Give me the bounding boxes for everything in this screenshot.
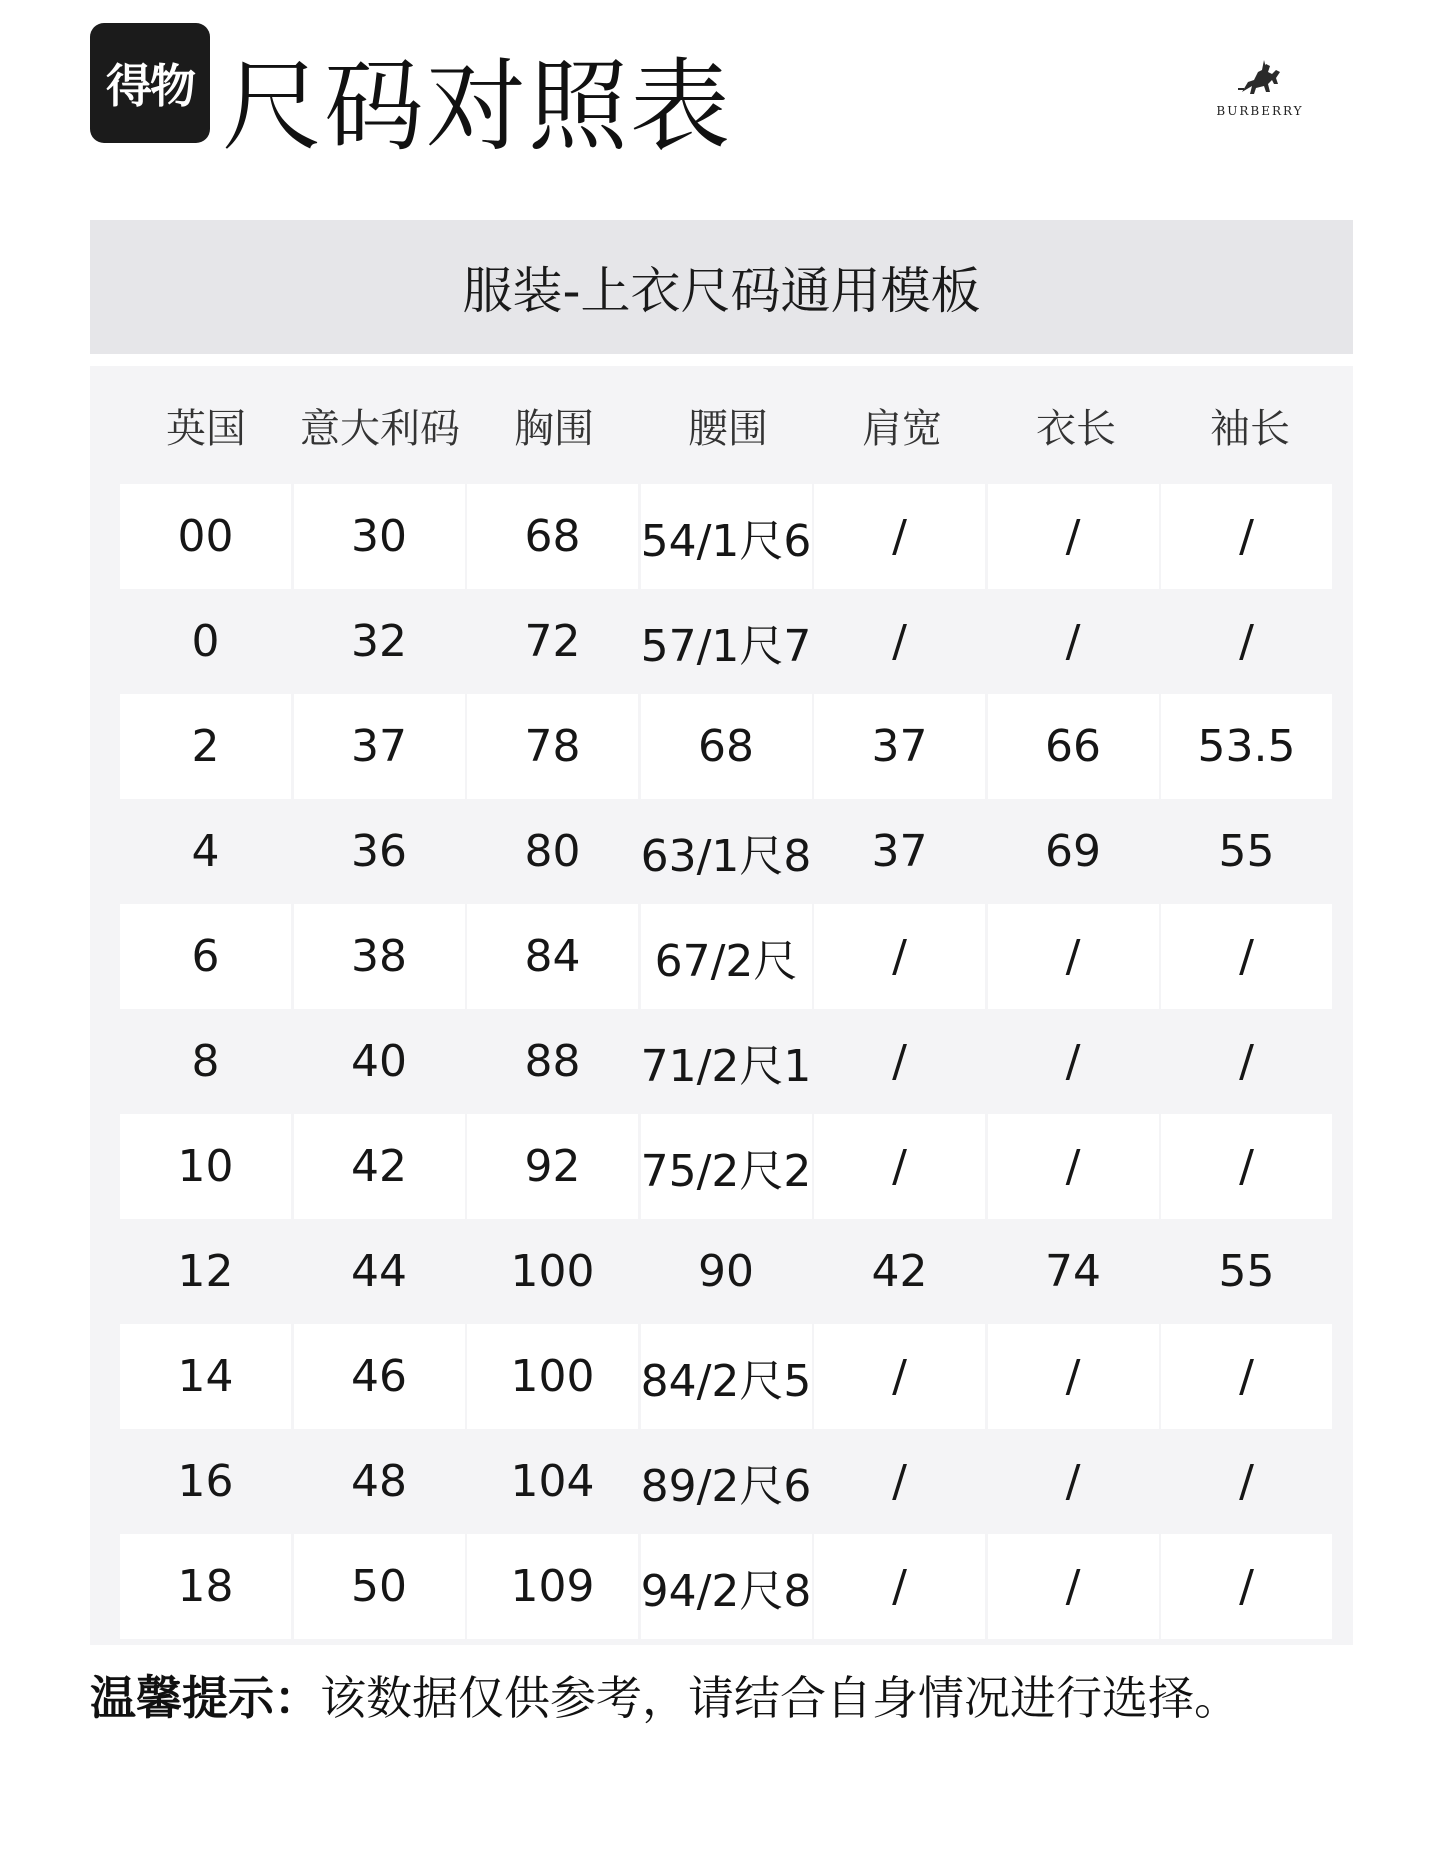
table-cell: 63/1尺8 bbox=[641, 799, 812, 904]
table-cell: 6 bbox=[120, 904, 291, 1009]
column-header: 袖长 bbox=[1210, 405, 1290, 452]
table-cell: 94/2尺8 bbox=[641, 1534, 812, 1639]
table-row bbox=[120, 799, 1320, 904]
table-cell: 66 bbox=[988, 694, 1159, 799]
table-cell: / bbox=[1161, 1324, 1332, 1429]
page-title: 尺码对照表 bbox=[222, 48, 732, 165]
table-cell: 89/2尺6 bbox=[641, 1429, 812, 1534]
table-cell: 2 bbox=[120, 694, 291, 799]
table-cell: / bbox=[1161, 589, 1332, 694]
table-cell: 72 bbox=[467, 589, 638, 694]
table-cell: 32 bbox=[294, 589, 465, 694]
table-cell: 37 bbox=[814, 694, 985, 799]
table-cell: 109 bbox=[467, 1534, 638, 1639]
table-cell: 100 bbox=[467, 1219, 638, 1324]
table-cell: / bbox=[814, 484, 985, 589]
column-header: 腰围 bbox=[688, 405, 768, 452]
table-row bbox=[120, 1429, 1320, 1534]
table-row bbox=[120, 1114, 1320, 1219]
table-cell: / bbox=[988, 1009, 1159, 1114]
table-cell: / bbox=[1161, 1429, 1332, 1534]
table-cell: 44 bbox=[294, 1219, 465, 1324]
table-cell: 67/2尺 bbox=[641, 904, 812, 1009]
table-row bbox=[120, 484, 1320, 589]
table-row bbox=[120, 1219, 1320, 1324]
table-cell: 8 bbox=[120, 1009, 291, 1114]
table-cell: / bbox=[1161, 1009, 1332, 1114]
table-cell: 14 bbox=[120, 1324, 291, 1429]
column-header: 胸围 bbox=[514, 405, 594, 452]
table-cell: / bbox=[988, 1429, 1159, 1534]
table-cell: 55 bbox=[1161, 799, 1332, 904]
table-cell: 46 bbox=[294, 1324, 465, 1429]
table-cell: 16 bbox=[120, 1429, 291, 1534]
table-cell: / bbox=[988, 484, 1159, 589]
table-cell: 36 bbox=[294, 799, 465, 904]
table-cell: / bbox=[1161, 1534, 1332, 1639]
table-cell: / bbox=[814, 1009, 985, 1114]
table-rows bbox=[120, 484, 1320, 1639]
table-cell: 100 bbox=[467, 1324, 638, 1429]
table-cell: 50 bbox=[294, 1534, 465, 1639]
table-row bbox=[120, 904, 1320, 1009]
table-cell: 38 bbox=[294, 904, 465, 1009]
table-cell: / bbox=[814, 1324, 985, 1429]
table-cell: 48 bbox=[294, 1429, 465, 1534]
table-cell: 69 bbox=[988, 799, 1159, 904]
table-cell: 104 bbox=[467, 1429, 638, 1534]
table-cell: 30 bbox=[294, 484, 465, 589]
table-row bbox=[120, 694, 1320, 799]
table-cell: 84 bbox=[467, 904, 638, 1009]
table-cell: / bbox=[988, 1114, 1159, 1219]
table-cell: / bbox=[814, 589, 985, 694]
table-row bbox=[120, 1324, 1320, 1429]
table-row bbox=[120, 1009, 1320, 1114]
table-cell: 42 bbox=[814, 1219, 985, 1324]
footer-note bbox=[90, 1662, 1240, 1728]
table-cell: 88 bbox=[467, 1009, 638, 1114]
table-cell: / bbox=[1161, 484, 1332, 589]
table-cell: / bbox=[814, 1429, 985, 1534]
table-cell: 0 bbox=[120, 589, 291, 694]
table-cell: 57/1尺7 bbox=[641, 589, 812, 694]
column-header: 英国 bbox=[166, 405, 246, 452]
table-title-bar bbox=[90, 220, 1353, 354]
table-cell: / bbox=[814, 904, 985, 1009]
brand-name: BURBERRY bbox=[1216, 104, 1304, 118]
app-logo bbox=[90, 23, 210, 143]
table-cell: / bbox=[814, 1114, 985, 1219]
table-title: 服装-上衣尺码通用模板 bbox=[462, 262, 981, 320]
table-cell: 12 bbox=[120, 1219, 291, 1324]
table-cell: 00 bbox=[120, 484, 291, 589]
footer-label: 温馨提示： bbox=[90, 1671, 320, 1725]
table-row bbox=[120, 589, 1320, 694]
table-cell: 42 bbox=[294, 1114, 465, 1219]
table-cell: / bbox=[1161, 1114, 1332, 1219]
size-chart-table bbox=[90, 220, 1353, 1645]
table-cell: 54/1尺6 bbox=[641, 484, 812, 589]
table-cell: / bbox=[1161, 904, 1332, 1009]
table-cell: 75/2尺2 bbox=[641, 1114, 812, 1219]
table-cell: 40 bbox=[294, 1009, 465, 1114]
table-cell: 68 bbox=[641, 694, 812, 799]
table-cell: 71/2尺1 bbox=[641, 1009, 812, 1114]
table-header-row bbox=[120, 366, 1320, 484]
table-cell: 80 bbox=[467, 799, 638, 904]
table-cell: 18 bbox=[120, 1534, 291, 1639]
table-cell: 68 bbox=[467, 484, 638, 589]
footer-text: 该数据仅供参考，请结合自身情况进行选择。 bbox=[320, 1671, 1240, 1725]
table-cell: 78 bbox=[467, 694, 638, 799]
table-divider bbox=[90, 354, 1353, 366]
table-cell: 90 bbox=[641, 1219, 812, 1324]
table-cell: 53.5 bbox=[1161, 694, 1332, 799]
table-cell: 37 bbox=[814, 799, 985, 904]
table-cell: 37 bbox=[294, 694, 465, 799]
table-body bbox=[90, 366, 1353, 1645]
brand-logo bbox=[1190, 58, 1330, 118]
table-cell: 84/2尺5 bbox=[641, 1324, 812, 1429]
column-header: 意大利码 bbox=[300, 405, 460, 452]
app-logo-text: 得物 bbox=[106, 59, 194, 113]
table-cell: 74 bbox=[988, 1219, 1159, 1324]
column-header: 肩宽 bbox=[862, 405, 942, 452]
column-header: 衣长 bbox=[1036, 405, 1116, 452]
table-cell: / bbox=[988, 1534, 1159, 1639]
table-cell: 4 bbox=[120, 799, 291, 904]
table-cell: / bbox=[988, 1324, 1159, 1429]
table-cell: / bbox=[814, 1534, 985, 1639]
table-cell: / bbox=[988, 589, 1159, 694]
table-row bbox=[120, 1534, 1320, 1639]
table-cell: / bbox=[988, 904, 1159, 1009]
table-cell: 55 bbox=[1161, 1219, 1332, 1324]
table-cell: 92 bbox=[467, 1114, 638, 1219]
equestrian-knight-icon bbox=[1232, 58, 1288, 102]
table-cell: 10 bbox=[120, 1114, 291, 1219]
